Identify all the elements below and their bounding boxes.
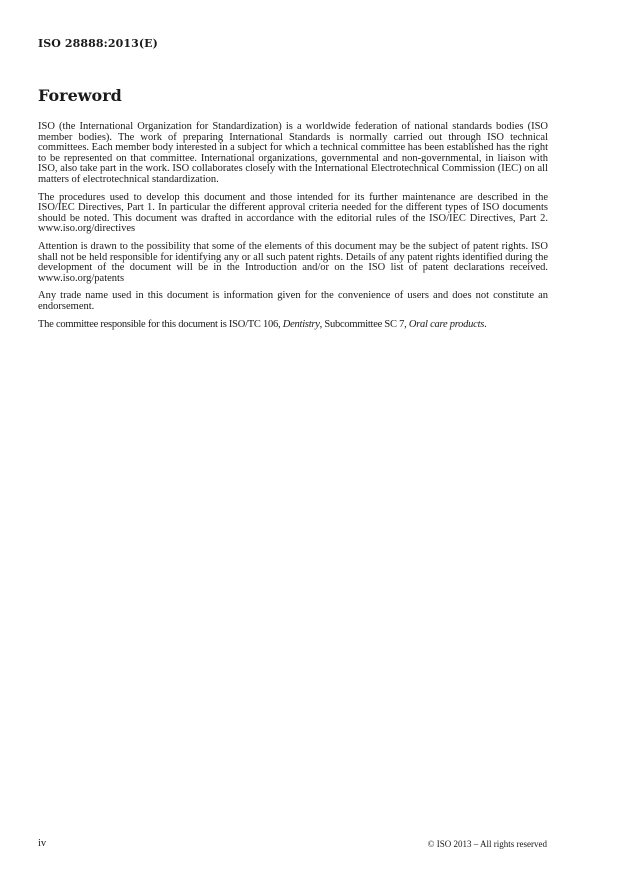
paragraph-trade-name: Any trade name used in this document is information given for the convenience of users and does not constitute an endorsement. [38, 290, 548, 312]
paragraph-patent-rights: Attention is drawn to the possibility that some of the elements of this document may be the subject of patent rights. ISO shall not be held responsible for identifying any or all such patent rights. Details of any patent rights identified during the development of the document will be in the Introduction and/or on the ISO list of patent declarations received. www.iso.org/patents [38, 240, 548, 284]
paragraph-procedures: The procedures used to develop this document and those intended for its further maintenance are described in the ISO/IEC Directives, Part 1. In particular the different approval criteria needed for the different types of ISO documents should be noted. This document was drafted in accordance with the editorial rules of the ISO/IEC Directives, Part 2. www.iso.org/directives [38, 191, 548, 235]
committee-suffix: . [484, 318, 487, 330]
copyright-notice: © ISO 2013 – All rights reserved [427, 839, 547, 849]
paragraph-iso-federation: ISO (the International Organization for Standardization) is a worldwide federation of national standards bodies (ISO member bodies). The work of preparing International Standards is normally carried out through ISO technical committees. Each member body interested in a subject for which a technical committee has been established has the right to be represented on that committee. International organizations, governmental and non-governmental, in liaison with ISO, also take part in the work. ISO collaborates closely with the International Electrotechnical Commission (IEC) on all matters of electrotechnical standardization. [38, 121, 548, 185]
committee-prefix: The committee responsible for this document is ISO/TC 106, [38, 318, 283, 330]
section-title: Foreword [38, 86, 122, 105]
committee-name: Dentistry [282, 318, 320, 330]
foreword-body [38, 122, 548, 337]
page-number: iv [38, 838, 47, 849]
committee-middle: , Subcommittee SC 7, [319, 318, 409, 330]
paragraph-committee [38, 320, 548, 331]
document-id-header: ISO 28888:2013(E) [38, 37, 158, 50]
subcommittee-name: Oral care products [408, 318, 485, 330]
